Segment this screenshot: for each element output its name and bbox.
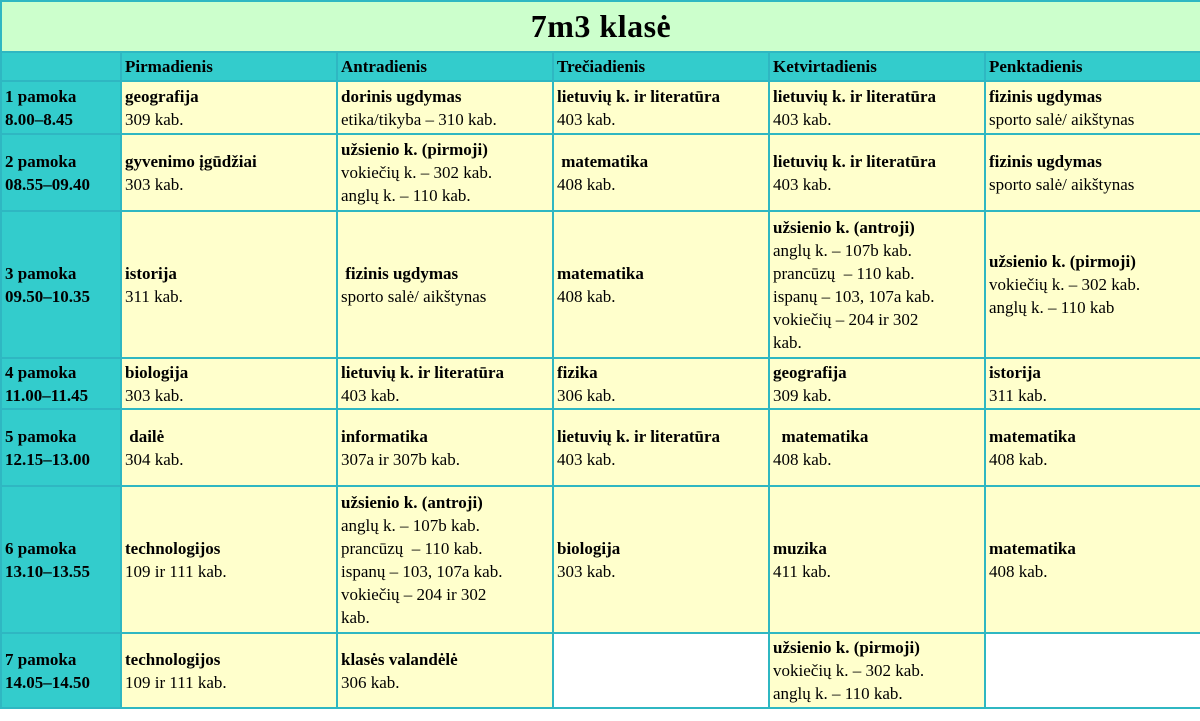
schedule-cell — [769, 486, 985, 633]
room-info: ispanų – 103, 107a kab. — [341, 561, 503, 581]
lesson-label — [1, 211, 121, 358]
room-info: kab. — [341, 607, 370, 627]
room-info: 311 kab. — [989, 385, 1047, 405]
subject-name: technologijos — [125, 538, 221, 558]
subject-name: užsienio k. (pirmoji) — [341, 140, 488, 159]
lesson-label — [1, 358, 121, 409]
lesson-row — [1, 358, 1200, 409]
room-info: etika/tikyba – 310 kab. — [341, 109, 497, 129]
schedule-cell — [121, 211, 337, 358]
schedule-cell — [769, 211, 985, 358]
room-info: 403 kab. — [557, 109, 616, 129]
room-info: sporto salė/ aikštynas — [989, 109, 1135, 129]
schedule-cell — [121, 134, 337, 211]
lesson-number: 5 pamoka — [5, 426, 77, 446]
subject-name: lietuvių k. ir literatūra — [773, 86, 937, 106]
subject-name: istorija — [989, 362, 1041, 382]
subject-name: matematika — [557, 263, 644, 283]
room-info: anglų k. – 107b kab. — [773, 240, 912, 260]
room-info: sporto salė/ aikštynas — [989, 174, 1135, 194]
subject-name: matematika — [557, 151, 649, 171]
lesson-number: 1 pamoka — [5, 86, 77, 106]
lesson-number: 2 pamoka — [5, 151, 77, 171]
subject-name: gyvenimo įgūdžiai — [125, 151, 257, 171]
subject-name: užsienio k. (pirmoji) — [989, 252, 1136, 271]
lesson-label — [1, 134, 121, 211]
schedule-cell — [769, 81, 985, 134]
schedule-cell — [121, 409, 337, 486]
subject-name: dailė — [125, 426, 165, 446]
lesson-label — [1, 633, 121, 708]
room-info: 403 kab. — [773, 174, 832, 194]
schedule-cell — [121, 486, 337, 633]
subject-name: fizinis ugdymas — [341, 263, 459, 283]
lesson-number: 3 pamoka — [5, 263, 77, 283]
room-info: 306 kab. — [341, 672, 400, 692]
schedule-cell — [337, 486, 553, 633]
room-info: 109 ir 111 kab. — [125, 672, 227, 692]
subject-name: lietuvių k. ir literatūra — [773, 151, 937, 171]
lesson-number: 4 pamoka — [5, 362, 77, 382]
lesson-time: 09.50–10.35 — [5, 286, 90, 306]
schedule-cell — [985, 409, 1200, 486]
room-info: 307a ir 307b kab. — [341, 449, 460, 469]
room-info: 303 kab. — [125, 174, 184, 194]
room-info: 306 kab. — [557, 385, 616, 405]
room-info: 303 kab. — [557, 561, 616, 581]
room-info: 403 kab. — [341, 385, 400, 405]
subject-name: matematika — [773, 426, 869, 446]
lesson-row — [1, 134, 1200, 211]
room-info: 403 kab. — [557, 449, 616, 469]
schedule-cell — [769, 134, 985, 211]
subject-name: geografija — [773, 362, 847, 382]
room-info: vokiečių k. – 302 kab. — [341, 163, 493, 182]
room-info: vokiečių k. – 302 kab. — [989, 275, 1141, 294]
room-info: 408 kab. — [989, 449, 1048, 469]
subject-name: fizinis ugdymas — [989, 86, 1102, 106]
day-header: Antradienis — [337, 52, 553, 81]
schedule-cell — [121, 633, 337, 708]
room-info: vokiečių – 204 ir 302 — [773, 309, 919, 329]
subject-name: užsienio k. (antroji) — [341, 492, 483, 512]
subject-name: geografija — [125, 86, 199, 106]
subject-name: fizinis ugdymas — [989, 151, 1102, 171]
lesson-number: 7 pamoka — [5, 649, 77, 669]
subject-name: dorinis ugdymas — [341, 86, 462, 106]
room-info: ispanų – 103, 107a kab. — [773, 286, 935, 306]
room-info: vokiečių k. – 302 kab. — [773, 661, 925, 680]
subject-name: matematika — [989, 426, 1076, 446]
page-title: 7m3 klasė — [1, 1, 1200, 52]
room-info: 408 kab. — [557, 174, 616, 194]
schedule-cell — [337, 633, 553, 708]
room-info: 309 kab. — [773, 385, 832, 405]
schedule-cell — [985, 486, 1200, 633]
day-header: Penktadienis — [985, 52, 1200, 81]
header-corner — [1, 52, 121, 81]
room-info: 411 kab. — [773, 561, 831, 581]
room-info: sporto salė/ aikštynas — [341, 286, 487, 306]
schedule-cell — [769, 633, 985, 708]
schedule-cell — [337, 211, 553, 358]
schedule-cell — [553, 134, 769, 211]
subject-name: lietuvių k. ir literatūra — [557, 426, 721, 446]
subject-name: biologija — [125, 362, 189, 382]
schedule-cell — [985, 134, 1200, 211]
room-info: kab. — [773, 332, 802, 352]
lesson-row — [1, 633, 1200, 708]
lesson-time: 08.55–09.40 — [5, 174, 90, 194]
day-header: Pirmadienis — [121, 52, 337, 81]
room-info: 408 kab. — [773, 449, 832, 469]
subject-name: lietuvių k. ir literatūra — [557, 86, 721, 106]
empty-cell — [553, 633, 769, 708]
room-info: 109 ir 111 kab. — [125, 561, 227, 581]
room-info: prancūzų – 110 kab. — [341, 538, 483, 558]
lesson-time: 8.00–8.45 — [5, 109, 73, 129]
schedule-cell — [553, 358, 769, 409]
lesson-time: 12.15–13.00 — [5, 449, 90, 469]
lesson-time: 11.00–11.45 — [5, 385, 89, 405]
subject-name: technologijos — [125, 649, 221, 669]
room-info: anglų k. – 110 kab — [989, 298, 1115, 317]
lesson-row — [1, 211, 1200, 358]
room-info: 408 kab. — [557, 286, 616, 306]
room-info: prancūzų – 110 kab. — [773, 263, 915, 283]
lesson-time: 14.05–14.50 — [5, 672, 90, 692]
schedule-cell — [337, 134, 553, 211]
subject-name: matematika — [989, 538, 1076, 558]
lesson-row — [1, 409, 1200, 486]
subject-name: klasės valandėlė — [341, 649, 458, 669]
lesson-label — [1, 409, 121, 486]
subject-name: lietuvių k. ir literatūra — [341, 362, 505, 382]
subject-name: muzika — [773, 538, 827, 558]
lesson-row — [1, 486, 1200, 633]
schedule-cell — [553, 486, 769, 633]
schedule-cell — [553, 81, 769, 134]
schedule-cell — [121, 358, 337, 409]
schedule-cell — [985, 81, 1200, 134]
room-info: anglų k. – 110 kab. — [773, 684, 903, 703]
schedule-cell — [553, 211, 769, 358]
room-info: 303 kab. — [125, 385, 184, 405]
room-info: anglų k. – 107b kab. — [341, 515, 480, 535]
room-info: 403 kab. — [773, 109, 832, 129]
lesson-label — [1, 81, 121, 134]
schedule-cell — [985, 211, 1200, 358]
subject-name: užsienio k. (pirmoji) — [773, 638, 920, 657]
schedule-cell — [985, 358, 1200, 409]
room-info: vokiečių – 204 ir 302 — [341, 584, 487, 604]
lesson-time: 13.10–13.55 — [5, 561, 90, 581]
room-info: 304 kab. — [125, 449, 184, 469]
subject-name: užsienio k. (antroji) — [773, 217, 915, 237]
subject-name: fizika — [557, 362, 598, 382]
empty-cell — [985, 633, 1200, 708]
schedule-cell — [337, 358, 553, 409]
schedule-cell — [121, 81, 337, 134]
day-header: Ketvirtadienis — [769, 52, 985, 81]
lesson-row — [1, 81, 1200, 134]
schedule-cell — [553, 409, 769, 486]
schedule-cell — [769, 409, 985, 486]
day-header: Trečiadienis — [553, 52, 769, 81]
room-info: anglų k. – 110 kab. — [341, 186, 471, 205]
schedule-cell — [337, 81, 553, 134]
subject-name: biologija — [557, 538, 621, 558]
lesson-number: 6 pamoka — [5, 538, 77, 558]
subject-name: istorija — [125, 263, 177, 283]
room-info: 311 kab. — [125, 286, 183, 306]
schedule-cell — [769, 358, 985, 409]
room-info: 408 kab. — [989, 561, 1048, 581]
lesson-label — [1, 486, 121, 633]
subject-name: informatika — [341, 426, 428, 446]
room-info: 309 kab. — [125, 109, 184, 129]
schedule-cell — [337, 409, 553, 486]
